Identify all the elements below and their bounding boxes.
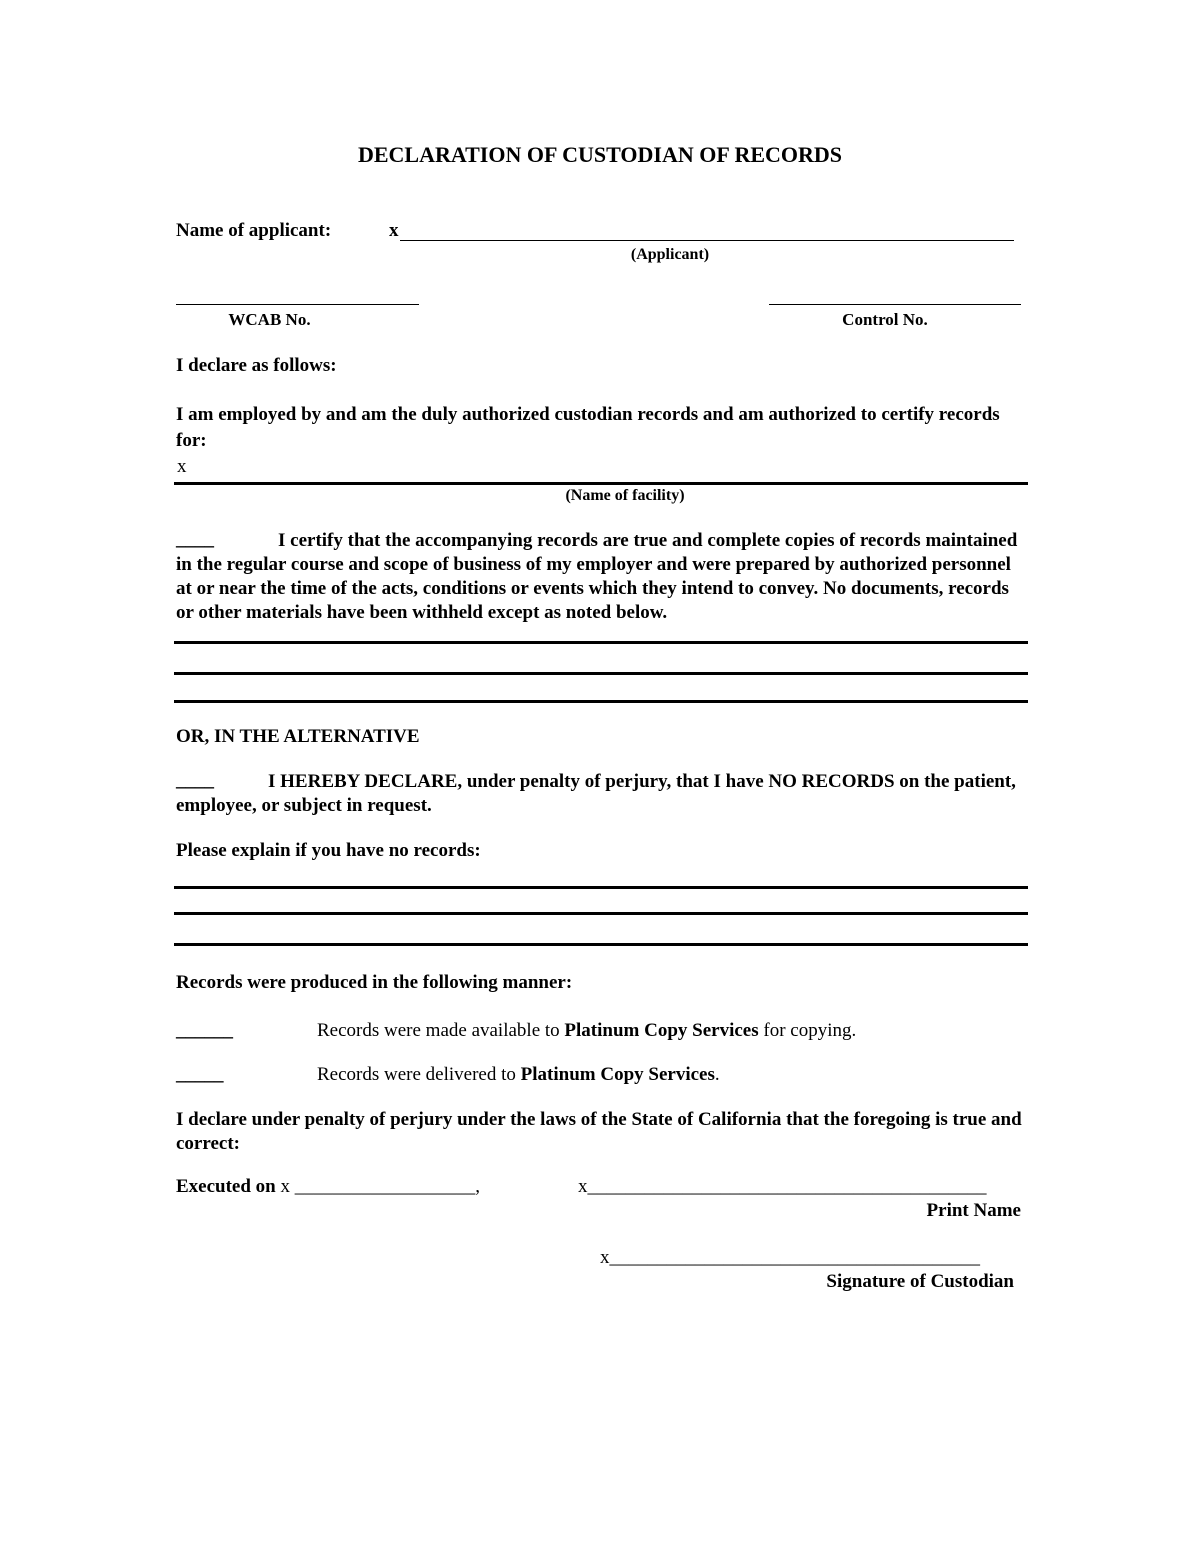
applicant-label: Name of applicant: [176, 220, 332, 241]
explain-line-1[interactable] [174, 886, 1028, 889]
wcab-label: WCAB No. [228, 310, 311, 329]
certify-text: I certify that the accompanying records are true and complete copies of records maintained in the regular course and scope of business of my employer and were prepared by authorized personnel at or near the time of the acts, conditions or events which they intend to convey. No documents, records or other materials have been withheld except as noted below. [176, 530, 1018, 623]
control-field[interactable] [769, 304, 1021, 305]
applicant-x-mark: x [389, 220, 399, 241]
explain-label: Please explain if you have no records: [176, 840, 481, 861]
no-records-text: I HEREBY DECLARE, under penalty of perjury, that I have NO RECORDS on the patient, employee, or subject in request. [176, 771, 1016, 816]
executed-date-field[interactable]: ___________________, [294, 1176, 480, 1197]
facility-caption: (Name of facility) [565, 487, 685, 504]
manner-heading: Records were produced in the following manner: [176, 972, 573, 993]
wcab-field[interactable] [176, 304, 419, 305]
print-name-line [578, 1176, 987, 1198]
executed-label: Executed on [176, 1176, 276, 1197]
alternative-heading: OR, IN THE ALTERNATIVE [176, 726, 420, 747]
facility-field[interactable] [174, 482, 1028, 485]
note-line-1[interactable] [174, 641, 1028, 644]
control-label: Control No. [842, 310, 928, 329]
no-records-checkbox-blank[interactable]: ____ [176, 770, 214, 791]
signature-field[interactable]: _______________________________________ [609, 1247, 980, 1268]
signature-line [600, 1247, 980, 1269]
page-title: DECLARATION OF CUSTODIAN OF RECORDS [357, 142, 843, 167]
facility-x-mark: x [177, 456, 187, 477]
note-line-3[interactable] [174, 700, 1028, 703]
executed-line [176, 1176, 480, 1198]
print-name-label: Print Name [926, 1200, 1021, 1221]
note-line-2[interactable] [174, 672, 1028, 675]
explain-line-2[interactable] [174, 912, 1028, 915]
manner-option-2-blank[interactable]: _____ [176, 1064, 224, 1085]
manner-option-2-post: . [714, 1064, 720, 1085]
print-name-field[interactable]: __________________________________________ [587, 1176, 987, 1197]
employment-statement: I am employed by and am the duly authorized custodian records and am authorized to certify records for: [176, 404, 1000, 451]
manner-option-2-pre: Records were delivered to [317, 1064, 521, 1085]
manner-option-1-company: Platinum Copy Services [564, 1020, 759, 1041]
print-name-x-mark: x [578, 1176, 588, 1197]
applicant-caption: (Applicant) [630, 246, 710, 263]
manner-option-1-pre: Records were made available to [317, 1020, 565, 1041]
declare-intro: I declare as follows: [176, 355, 337, 376]
manner-option-1-text [317, 1020, 856, 1042]
certify-checkbox-blank[interactable]: ____ [176, 529, 214, 550]
applicant-field[interactable] [400, 240, 1014, 241]
manner-option-2-company: Platinum Copy Services [520, 1064, 715, 1085]
manner-option-2-text [317, 1064, 720, 1086]
executed-x-mark: x [280, 1176, 290, 1197]
signature-label: Signature of Custodian [826, 1271, 1014, 1292]
manner-option-1-blank[interactable]: ______ [176, 1020, 233, 1041]
manner-option-1-post: for copying. [758, 1020, 857, 1041]
signature-x-mark: x [600, 1247, 610, 1268]
perjury-statement: I declare under penalty of perjury under the laws of the State of California that the foregoing is true and correct: [176, 1109, 1022, 1154]
explain-line-3[interactable] [174, 943, 1028, 946]
